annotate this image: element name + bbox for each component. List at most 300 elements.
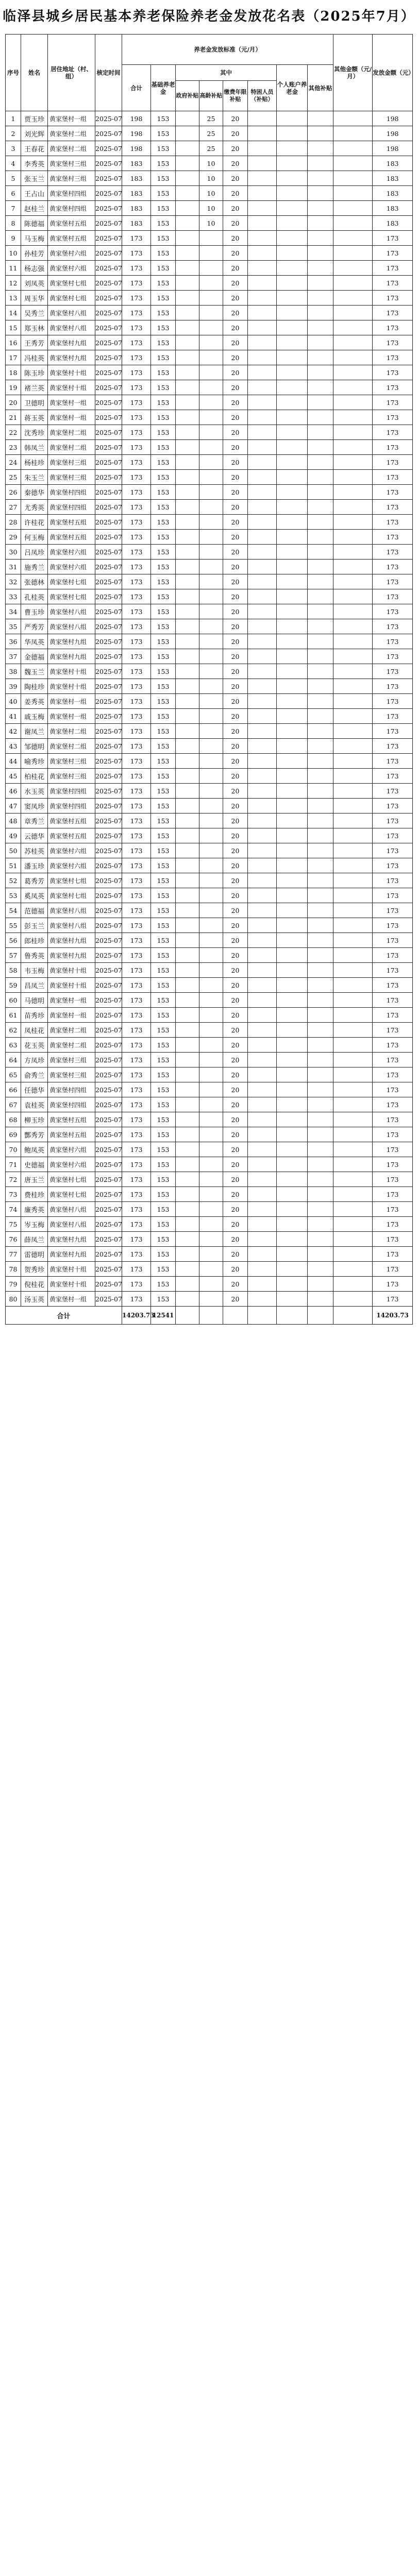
cell-account	[277, 1067, 308, 1082]
cell-arrears	[333, 709, 373, 724]
cell-seq: 13	[6, 291, 21, 306]
cell-govt	[176, 589, 199, 604]
cell-other	[308, 978, 333, 993]
cell-years: 20	[223, 1127, 248, 1142]
cell-other	[308, 1038, 333, 1053]
cell-other	[308, 724, 333, 739]
cell-name: 俞秀兰	[21, 1067, 48, 1082]
cell-account	[277, 1142, 308, 1157]
table-row	[6, 1127, 413, 1142]
cell-age	[199, 814, 223, 828]
cell-name: 王春花	[21, 141, 48, 156]
cell-address: 黄家堡村二组	[48, 724, 95, 739]
cell-govt	[176, 395, 199, 410]
table-row	[6, 978, 413, 993]
cell-poor	[248, 709, 277, 724]
cell-basic: 153	[151, 141, 176, 156]
cell-seq: 5	[6, 171, 21, 186]
cell-name: 奚凤英	[21, 888, 48, 903]
cell-age	[199, 888, 223, 903]
cell-name: 郎桂珍	[21, 933, 48, 948]
cell-date: 2025-07	[95, 1292, 122, 1307]
cell-account	[277, 291, 308, 306]
cell-arrears	[333, 814, 373, 828]
table-row	[6, 948, 413, 963]
cell-account	[277, 709, 308, 724]
cell-govt	[176, 1262, 199, 1277]
cell-basic: 153	[151, 589, 176, 604]
cell-years: 20	[223, 470, 248, 485]
cell-other	[308, 395, 333, 410]
cell-years: 20	[223, 1292, 248, 1307]
cell-account	[277, 306, 308, 320]
cell-arrears	[333, 1157, 373, 1172]
cell-basic: 153	[151, 814, 176, 828]
cell-age	[199, 1112, 223, 1127]
cell-other	[308, 111, 333, 126]
table-row	[6, 619, 413, 634]
cell-years: 20	[223, 1082, 248, 1097]
cell-poor	[248, 769, 277, 784]
cell-account	[277, 1232, 308, 1247]
cell-seq: 27	[6, 500, 21, 515]
total-arrears	[333, 1307, 373, 1325]
cell-amount: 173	[373, 1217, 413, 1232]
cell-govt	[176, 1127, 199, 1142]
cell-date: 2025-07	[95, 410, 122, 425]
cell-years: 20	[223, 1142, 248, 1157]
cell-account	[277, 664, 308, 679]
cell-arrears	[333, 1142, 373, 1157]
cell-age	[199, 1187, 223, 1202]
cell-other	[308, 320, 333, 335]
cell-amount: 173	[373, 799, 413, 814]
table-row	[6, 440, 413, 455]
cell-govt	[176, 276, 199, 291]
cell-account	[277, 754, 308, 769]
cell-subtotal: 183	[122, 216, 151, 231]
cell-arrears	[333, 1247, 373, 1262]
cell-arrears	[333, 963, 373, 978]
cell-account	[277, 231, 308, 246]
cell-basic: 153	[151, 1097, 176, 1112]
cell-arrears	[333, 724, 373, 739]
cell-date: 2025-07	[95, 843, 122, 858]
cell-basic: 153	[151, 739, 176, 754]
cell-poor	[248, 485, 277, 500]
cell-years: 20	[223, 679, 248, 694]
cell-poor	[248, 1008, 277, 1023]
cell-age	[199, 574, 223, 589]
cell-basic: 153	[151, 799, 176, 814]
cell-address: 黄家堡村九组	[48, 948, 95, 963]
cell-seq: 66	[6, 1082, 21, 1097]
cell-name: 卫德明	[21, 395, 48, 410]
cell-age	[199, 231, 223, 246]
cell-other	[308, 664, 333, 679]
cell-govt	[176, 784, 199, 799]
cell-name: 孔桂英	[21, 589, 48, 604]
cell-age	[199, 1247, 223, 1262]
cell-address: 黄家堡村六组	[48, 246, 95, 261]
cell-amount: 173	[373, 978, 413, 993]
cell-name: 施秀兰	[21, 560, 48, 574]
cell-name: 鲍凤英	[21, 1142, 48, 1157]
document-title: 临泽县城乡居民基本养老保险养老金发放花名表（2025年7月）	[3, 9, 415, 24]
cell-age	[199, 380, 223, 395]
table-row	[6, 306, 413, 320]
cell-seq: 1	[6, 111, 21, 126]
cell-other	[308, 754, 333, 769]
cell-years: 20	[223, 291, 248, 306]
cell-basic: 153	[151, 873, 176, 888]
cell-years: 20	[223, 186, 248, 201]
cell-seq: 23	[6, 440, 21, 455]
cell-amount: 173	[373, 545, 413, 560]
cell-amount: 173	[373, 1053, 413, 1067]
table-row	[6, 276, 413, 291]
cell-poor	[248, 873, 277, 888]
cell-poor	[248, 574, 277, 589]
cell-address: 黄家堡村十组	[48, 380, 95, 395]
cell-subtotal: 173	[122, 1053, 151, 1067]
cell-seq: 35	[6, 619, 21, 634]
cell-poor	[248, 1202, 277, 1217]
table-row	[6, 903, 413, 918]
cell-account	[277, 1217, 308, 1232]
cell-poor	[248, 664, 277, 679]
col-amount-header: 发放金额（元）	[373, 35, 413, 111]
cell-age	[199, 679, 223, 694]
cell-other	[308, 171, 333, 186]
cell-govt	[176, 1067, 199, 1082]
cell-amount: 173	[373, 858, 413, 873]
cell-amount: 173	[373, 918, 413, 933]
cell-poor	[248, 350, 277, 365]
cell-poor	[248, 888, 277, 903]
cell-basic: 153	[151, 604, 176, 619]
cell-date: 2025-07	[95, 963, 122, 978]
cell-date: 2025-07	[95, 1008, 122, 1023]
cell-seq: 36	[6, 634, 21, 649]
cell-seq: 14	[6, 306, 21, 320]
cell-name: 韩凤兰	[21, 440, 48, 455]
cell-years: 20	[223, 246, 248, 261]
cell-age	[199, 1292, 223, 1307]
cell-seq: 16	[6, 335, 21, 350]
cell-account	[277, 560, 308, 574]
cell-seq: 39	[6, 679, 21, 694]
cell-arrears	[333, 784, 373, 799]
cell-amount: 173	[373, 350, 413, 365]
cell-account	[277, 500, 308, 515]
cell-date: 2025-07	[95, 365, 122, 380]
cell-poor	[248, 1082, 277, 1097]
cell-amount: 173	[373, 814, 413, 828]
cell-account	[277, 470, 308, 485]
cell-date: 2025-07	[95, 111, 122, 126]
cell-basic: 153	[151, 410, 176, 425]
cell-amount: 183	[373, 216, 413, 231]
total-years	[223, 1307, 248, 1325]
cell-date: 2025-07	[95, 754, 122, 769]
cell-date: 2025-07	[95, 455, 122, 470]
cell-seq: 71	[6, 1157, 21, 1172]
total-amount: 14203.73	[373, 1307, 413, 1325]
cell-seq: 50	[6, 843, 21, 858]
cell-basic: 153	[151, 291, 176, 306]
cell-date: 2025-07	[95, 888, 122, 903]
cell-address: 黄家堡村七组	[48, 873, 95, 888]
cell-account	[277, 933, 308, 948]
cell-govt	[176, 903, 199, 918]
cell-poor	[248, 784, 277, 799]
cell-years: 20	[223, 560, 248, 574]
cell-address: 黄家堡村六组	[48, 261, 95, 276]
cell-account	[277, 1053, 308, 1067]
cell-account	[277, 799, 308, 814]
cell-poor	[248, 365, 277, 380]
cell-name: 鲁秀英	[21, 948, 48, 963]
cell-name: 沈秀珍	[21, 425, 48, 440]
cell-name: 马玉梅	[21, 231, 48, 246]
cell-seq: 28	[6, 515, 21, 530]
cell-subtotal: 173	[122, 1277, 151, 1292]
cell-basic: 153	[151, 619, 176, 634]
cell-age	[199, 634, 223, 649]
table-row	[6, 1112, 413, 1127]
cell-name: 葛秀芳	[21, 873, 48, 888]
cell-other	[308, 380, 333, 395]
cell-basic: 153	[151, 948, 176, 963]
cell-amount: 173	[373, 1082, 413, 1097]
table-row	[6, 291, 413, 306]
cell-date: 2025-07	[95, 470, 122, 485]
cell-seq: 22	[6, 425, 21, 440]
table-row	[6, 1097, 413, 1112]
cell-amount: 173	[373, 589, 413, 604]
cell-other	[308, 634, 333, 649]
cell-age: 25	[199, 141, 223, 156]
cell-other	[308, 246, 333, 261]
cell-account	[277, 1038, 308, 1053]
cell-basic: 153	[151, 425, 176, 440]
cell-seq: 79	[6, 1277, 21, 1292]
cell-years: 20	[223, 903, 248, 918]
cell-arrears	[333, 799, 373, 814]
cell-address: 黄家堡村一组	[48, 694, 95, 709]
cell-poor	[248, 425, 277, 440]
cell-age	[199, 350, 223, 365]
cell-age: 10	[199, 156, 223, 171]
cell-name: 张德林	[21, 574, 48, 589]
cell-govt	[176, 978, 199, 993]
cell-address: 黄家堡村九组	[48, 649, 95, 664]
cell-govt	[176, 186, 199, 201]
cell-arrears	[333, 335, 373, 350]
cell-other	[308, 1097, 333, 1112]
cell-date: 2025-07	[95, 350, 122, 365]
cell-name: 刘光辉	[21, 126, 48, 141]
cell-years: 20	[223, 814, 248, 828]
cell-address: 黄家堡村八组	[48, 1217, 95, 1232]
cell-seq: 7	[6, 201, 21, 216]
cell-years: 20	[223, 1202, 248, 1217]
cell-other	[308, 201, 333, 216]
cell-age	[199, 1202, 223, 1217]
cell-date: 2025-07	[95, 799, 122, 814]
cell-years: 20	[223, 858, 248, 873]
cell-poor	[248, 335, 277, 350]
cell-subtotal: 173	[122, 1038, 151, 1053]
cell-seq: 33	[6, 589, 21, 604]
cell-name: 李秀英	[21, 156, 48, 171]
cell-account	[277, 1202, 308, 1217]
cell-subtotal: 173	[122, 589, 151, 604]
cell-poor	[248, 963, 277, 978]
total-label: 合计	[6, 1307, 122, 1325]
cell-govt	[176, 410, 199, 425]
cell-date: 2025-07	[95, 1232, 122, 1247]
cell-seq: 54	[6, 903, 21, 918]
cell-subtotal: 173	[122, 306, 151, 320]
cell-address: 黄家堡村六组	[48, 545, 95, 560]
cell-age	[199, 993, 223, 1008]
col-address-header: 居住地址（村、组）	[48, 35, 95, 111]
cell-arrears	[333, 604, 373, 619]
table-row	[6, 1023, 413, 1038]
cell-name: 杨志强	[21, 261, 48, 276]
cell-amount: 173	[373, 1277, 413, 1292]
cell-seq: 65	[6, 1067, 21, 1082]
cell-basic: 153	[151, 1157, 176, 1172]
cell-seq: 68	[6, 1112, 21, 1127]
cell-other	[308, 1023, 333, 1038]
cell-address: 黄家堡村五组	[48, 515, 95, 530]
cell-name: 刘凤英	[21, 276, 48, 291]
cell-arrears	[333, 365, 373, 380]
cell-other	[308, 515, 333, 530]
cell-poor	[248, 1247, 277, 1262]
cell-arrears	[333, 1023, 373, 1038]
table-row	[6, 395, 413, 410]
total-poor	[248, 1307, 277, 1325]
cell-address: 黄家堡村六组	[48, 1157, 95, 1172]
cell-date: 2025-07	[95, 694, 122, 709]
cell-age	[199, 873, 223, 888]
cell-years: 20	[223, 1247, 248, 1262]
cell-subtotal: 173	[122, 545, 151, 560]
cell-age	[199, 1008, 223, 1023]
cell-seq: 51	[6, 858, 21, 873]
cell-age: 10	[199, 201, 223, 216]
cell-name: 贾玉珍	[21, 111, 48, 126]
cell-subtotal: 173	[122, 858, 151, 873]
cell-amount: 173	[373, 1187, 413, 1202]
cell-account	[277, 276, 308, 291]
table-row	[6, 679, 413, 694]
cell-basic: 153	[151, 664, 176, 679]
cell-poor	[248, 1127, 277, 1142]
table-row	[6, 485, 413, 500]
pension-roster-table	[5, 34, 412, 1325]
cell-amount: 183	[373, 186, 413, 201]
cell-age	[199, 306, 223, 320]
cell-amount: 173	[373, 320, 413, 335]
cell-basic: 153	[151, 530, 176, 545]
cell-name: 史德福	[21, 1157, 48, 1172]
cell-basic: 153	[151, 724, 176, 739]
cell-arrears	[333, 589, 373, 604]
cell-date: 2025-07	[95, 933, 122, 948]
cell-amount: 173	[373, 410, 413, 425]
cell-amount: 173	[373, 903, 413, 918]
cell-arrears	[333, 888, 373, 903]
cell-address: 黄家堡村五组	[48, 814, 95, 828]
cell-arrears	[333, 455, 373, 470]
cell-age: 25	[199, 111, 223, 126]
cell-age	[199, 769, 223, 784]
cell-name: 周玉华	[21, 291, 48, 306]
cell-seq: 43	[6, 739, 21, 754]
cell-basic: 153	[151, 1217, 176, 1232]
cell-amount: 173	[373, 1232, 413, 1247]
cell-age	[199, 978, 223, 993]
cell-name: 尤秀英	[21, 500, 48, 515]
cell-govt	[176, 365, 199, 380]
cell-name: 窦凤珍	[21, 799, 48, 814]
cell-years: 20	[223, 1097, 248, 1112]
cell-govt	[176, 799, 199, 814]
cell-basic: 153	[151, 1038, 176, 1053]
cell-seq: 73	[6, 1187, 21, 1202]
cell-govt	[176, 1023, 199, 1038]
cell-address: 黄家堡村四组	[48, 201, 95, 216]
cell-seq: 24	[6, 455, 21, 470]
cell-account	[277, 814, 308, 828]
cell-basic: 153	[151, 1053, 176, 1067]
cell-name: 方凤珍	[21, 1053, 48, 1067]
cell-address: 黄家堡村一组	[48, 111, 95, 126]
cell-subtotal: 173	[122, 1142, 151, 1157]
cell-date: 2025-07	[95, 993, 122, 1008]
cell-account	[277, 1157, 308, 1172]
cell-basic: 153	[151, 858, 176, 873]
cell-date: 2025-07	[95, 440, 122, 455]
cell-poor	[248, 246, 277, 261]
cell-amount: 173	[373, 1067, 413, 1082]
cell-amount: 173	[373, 1142, 413, 1157]
cell-years: 20	[223, 395, 248, 410]
cell-seq: 58	[6, 963, 21, 978]
cell-poor	[248, 634, 277, 649]
cell-poor	[248, 500, 277, 515]
cell-address: 黄家堡村七组	[48, 1172, 95, 1187]
cell-subtotal: 173	[122, 500, 151, 515]
cell-years: 20	[223, 111, 248, 126]
cell-name: 柏桂花	[21, 769, 48, 784]
cell-govt	[176, 156, 199, 171]
cell-arrears	[333, 1112, 373, 1127]
cell-amount: 173	[373, 1127, 413, 1142]
cell-subtotal: 173	[122, 709, 151, 724]
cell-date: 2025-07	[95, 425, 122, 440]
cell-subtotal: 198	[122, 141, 151, 156]
cell-years: 20	[223, 335, 248, 350]
cell-subtotal: 173	[122, 380, 151, 395]
cell-account	[277, 784, 308, 799]
cell-age: 10	[199, 216, 223, 231]
